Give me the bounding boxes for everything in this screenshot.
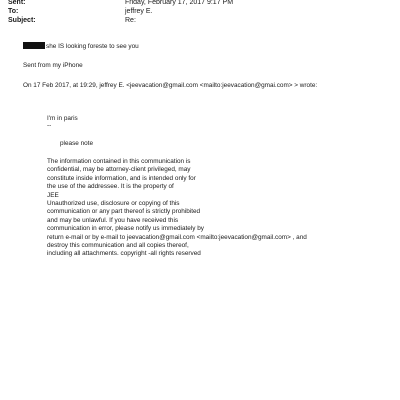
disclaimer-line: The information contained in this communication is [47, 158, 191, 165]
disclaimer-line: return e-mail or by e-mail to jeevacation@gmail.com <mailto:jeevacation@gmail.com> , and [47, 233, 307, 241]
dashes: -- [47, 122, 52, 129]
sent-label: Sent: [8, 0, 26, 6]
redaction-block [23, 42, 45, 49]
disclaimer-line: communication or any part thereof is strictly prohibited [47, 208, 201, 216]
disclaimer-line: and may be unlawful. If you have received this [47, 216, 179, 224]
disclaimer-line: communication in error, please notify us immediately by [47, 225, 204, 233]
disclaimer-line: JEE [47, 191, 59, 199]
disclaimer-line: including all attachments. copyright -all rights reserved [47, 250, 201, 258]
sent-value: Friday, February 17, 2017 9:17 PM [125, 0, 234, 6]
disclaimer-line: destroy this communication and all copies thereof, [47, 242, 189, 250]
im-in-paris: I'm in paris [47, 115, 78, 122]
to-label: To: [8, 8, 19, 15]
subject-value: Re: [125, 17, 136, 24]
to-value: jeffrey E. [125, 8, 153, 15]
first-line-text: she IS looking foreste to see you [46, 43, 139, 50]
disclaimer [47, 158, 307, 259]
subject-label: Subject: [8, 17, 36, 24]
disclaimer-line: Unauthorized use, disclosure or copying of this [47, 200, 180, 208]
disclaimer-line: constitute inside information, and is intended only for [47, 174, 196, 182]
first-line [23, 42, 139, 52]
signature: Sent from my iPhone [23, 62, 83, 69]
quote-intro: On 17 Feb 2017, at 19:29, jeffrey E. <jeevacation@gmail.com <mailto:jeevacation@gmai.com> > wrote: [23, 82, 318, 89]
please-note: please note [60, 140, 94, 147]
disclaimer-line: the use of the addressee. It is the property of [47, 183, 174, 191]
disclaimer-line: confidential, may be attorney-client privileged, may [47, 166, 191, 174]
